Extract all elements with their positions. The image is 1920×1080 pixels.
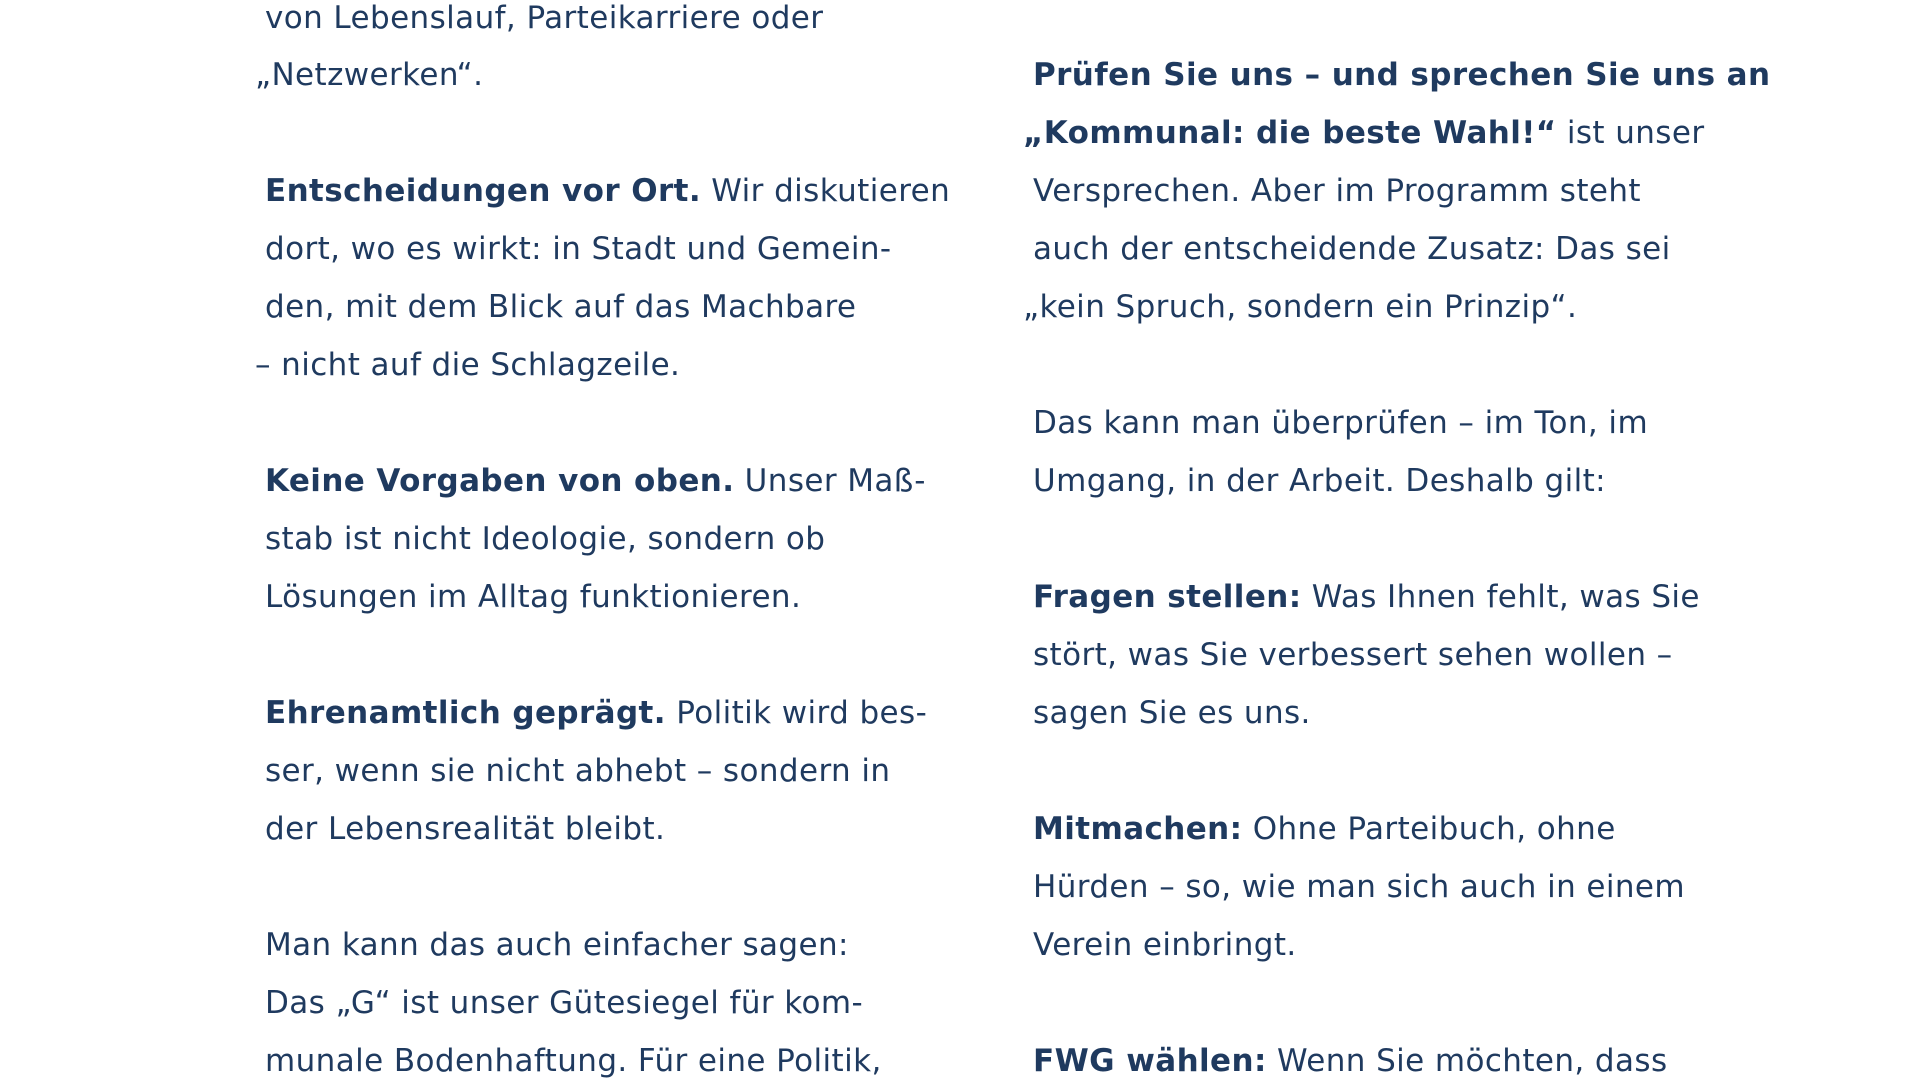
ueberpruefen-line-2: Umgang, in der Arbeit. Deshalb gilt:	[1033, 463, 1607, 499]
ehrenamt-text: Politik wird bes-	[665, 695, 928, 731]
kommunal-line-2: Versprechen. Aber im Programm steht	[1033, 173, 1641, 209]
pruefen-heading: Prüfen Sie uns – und sprechen Sie uns an	[1033, 57, 1771, 93]
entscheidungen-line-1	[265, 171, 950, 211]
mitmachen-line-1	[1033, 809, 1616, 849]
einfacher-line-1: Man kann das auch einfacher sagen:	[265, 927, 849, 963]
fragen-text: Was Ihnen fehlt, was Sie	[1301, 579, 1700, 615]
ehrenamt-heading: Ehrenamtlich geprägt.	[265, 695, 666, 731]
kommunal-heading: „Kommunal: die beste Wahl!“	[1023, 115, 1557, 151]
entscheidungen-line-2: dort, wo es wirkt: in Stadt und Gemein-	[265, 231, 892, 267]
fragen-line-2: stört, was Sie verbessert sehen wollen –	[1033, 637, 1673, 673]
ehrenamt-line-3: der Lebensrealität bleibt.	[265, 811, 666, 847]
fwg-text: Wenn Sie möchten, dass	[1266, 1043, 1668, 1079]
mitmachen-line-2: Hürden – so, wie man sich auch in einem	[1033, 869, 1685, 905]
kommunal-line-1	[1023, 113, 1704, 153]
mitmachen-text: Ohne Parteibuch, ohne	[1242, 811, 1616, 847]
entscheidungen-line-4: – nicht auf die Schlagzeile.	[255, 347, 681, 383]
mitmachen-line-3: Verein einbringt.	[1033, 927, 1297, 963]
fragen-heading: Fragen stellen:	[1033, 579, 1302, 615]
einfacher-line-2: Das „G“ ist unser Gütesiegel für kom-	[265, 985, 864, 1021]
vorgaben-line-1	[265, 461, 926, 501]
intro-line-2: „Netzwerken“.	[255, 57, 484, 93]
einfacher-line-3: munale Bodenhaftung. Für eine Politik,	[265, 1043, 882, 1079]
ehrenamt-line-2: ser, wenn sie nicht abhebt – sondern in	[265, 753, 891, 789]
kommunal-line-4: „kein Spruch, sondern ein Prinzip“.	[1023, 289, 1578, 325]
fragen-line-3: sagen Sie es uns.	[1033, 695, 1311, 731]
fwg-line-1	[1033, 1041, 1668, 1080]
kommunal-line-3: auch der entscheidende Zusatz: Das sei	[1033, 231, 1671, 267]
fragen-line-1	[1033, 577, 1700, 617]
pruefen-heading-line	[1033, 55, 1770, 95]
ueberpruefen-line-1: Das kann man überprüfen – im Ton, im	[1033, 405, 1649, 441]
entscheidungen-text: Wir diskutieren	[701, 173, 951, 209]
ehrenamt-line-1	[265, 693, 927, 733]
vorgaben-text: Unser Maß-	[734, 463, 926, 499]
entscheidungen-line-3: den, mit dem Blick auf das Machbare	[265, 289, 857, 325]
kommunal-text: ist unser	[1556, 115, 1705, 151]
mitmachen-heading: Mitmachen:	[1033, 811, 1243, 847]
vorgaben-line-2: stab ist nicht Ideologie, sondern ob	[265, 521, 826, 557]
intro-line-1: von Lebenslauf, Parteikarriere oder	[265, 0, 824, 36]
fwg-heading: FWG wählen:	[1033, 1043, 1267, 1079]
entscheidungen-heading: Entscheidungen vor Ort.	[265, 173, 702, 209]
vorgaben-line-3: Lösungen im Alltag funktionieren.	[265, 579, 802, 615]
vorgaben-heading: Keine Vorgaben von oben.	[265, 463, 735, 499]
